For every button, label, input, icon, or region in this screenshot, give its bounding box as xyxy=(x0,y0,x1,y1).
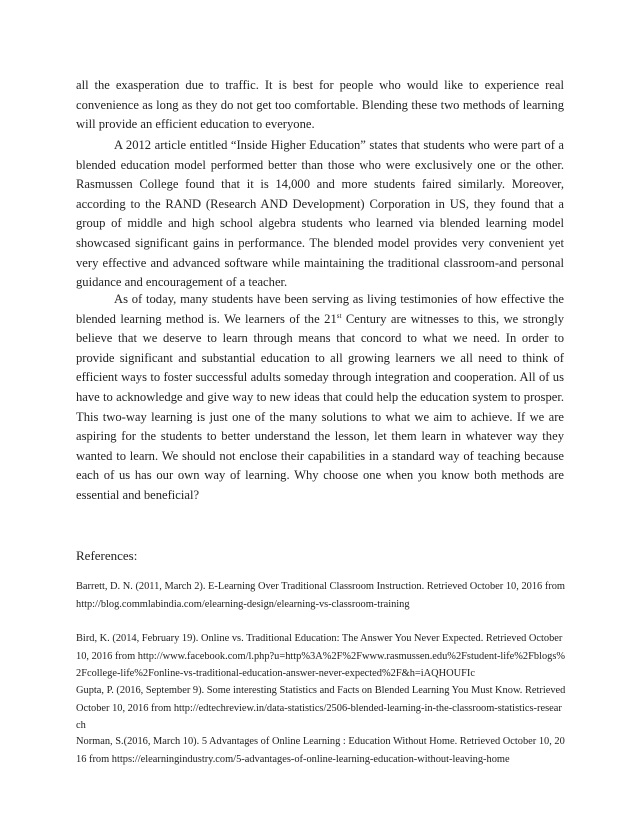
reference-item: Gupta, P. (2016, September 9). Some interesting Statistics and Facts on Blended Learning You Must Know. Retrieved October 10, 2016 from http://edtechreview.in/data-statistics/2506-blended-learning-in-the-classroom-statistics-research xyxy=(76,685,566,732)
paragraph-1: all the exasperation due to traffic. It is best for people who would like to experience real convenience as long as they do not get too comfortable. Blending these two methods of learning will provide an efficient education to everyone. xyxy=(76,78,564,132)
reference-item: Norman, S.(2016, March 10). 5 Advantages of Online Learning : Education Without Home. Retrieved October 10, 2016 from https://elearningindustry.com/5-advantages-of-online-learning-education-without-leaving-home xyxy=(76,736,565,765)
reference-item: Barrett, D. N. (2011, March 2). E-Learning Over Traditional Classroom Instruction. Retrieved October 10, 2016 from http://blog.commlabindia.com/elearning-design/elearning-vs-classroom-training xyxy=(76,581,566,610)
paragraph-2: A 2012 article entitled “Inside Higher Education” states that students who were part of a blended education model performed better than those who were exclusively one or the other. Rasmussen College found that it is 14,000 and more students faired similarly. Moreover, according to the RAND (Research AND Development) Corporation in US, they found that a group of middle and high school algebra students who learned via blended learning model showcased significant gains in performance. The blended model provides very convenient yet very effective and advanced software while maintaining the traditional classroom-and personal guidance and encouragement of a teacher. xyxy=(76,138,564,290)
ordinal-suffix: st xyxy=(336,311,342,320)
reference-item: Bird, K. (2014, February 19). Online vs. Traditional Education: The Answer You Never Expected. Retrieved October 10, 2016 from http://www.facebook.com/l.php?u=http%3A%2F%2Fwww.rasmussen.edu%2Fstudent-life%2Fblogs%2Fcollege-life%2Fonline-vs-traditional-education-answer-never-expected%2F&h=iAQHOUFIc xyxy=(76,633,566,680)
paragraph-3 xyxy=(76,290,564,506)
references-heading: References: xyxy=(76,548,138,563)
paragraph-3-part-2: Century are witnesses to this, we strongly believe that we deserve to learn through means that concord to what we need. In order to provide significant and substantial education to all growing learners we all need to think of efficient ways to foster successful adults someday through integration and cooperation. All of us have to acknowledge and give way to new ideas that could help the education system to prosper. This two-way learning is just one of the many solutions to what we aim to achieve. If we are aspiring for the students to better understand the lesson, let them learn in whatever way they wanted to learn. We should not enclose their capabilities in a standard way of teaching because each of us has our own way of learning. Why choose one when you know both methods are essential and beneficial? xyxy=(76,311,565,502)
paragraph-3-part-1: As of today, many students have been serving as living testimonies of how effective the blended learning method is. We learners of the 21 xyxy=(76,292,564,326)
